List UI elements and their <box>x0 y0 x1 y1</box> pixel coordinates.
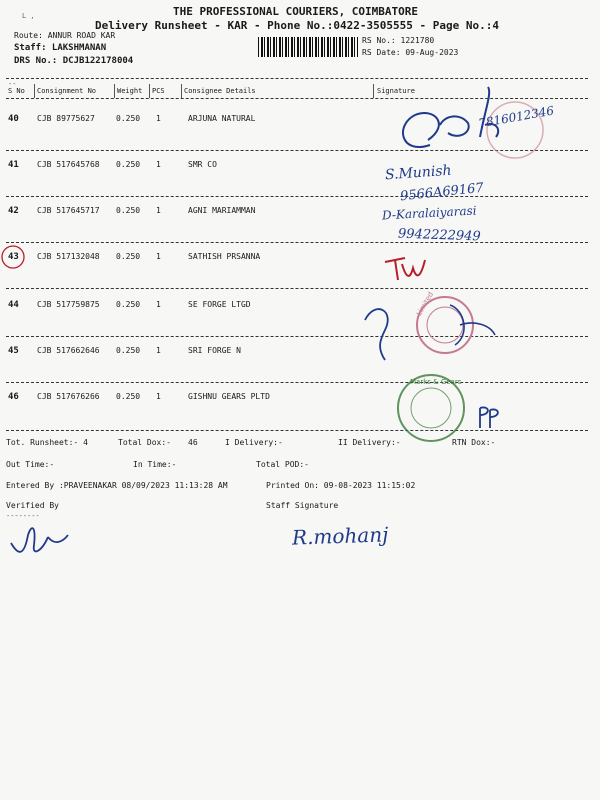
row-sno: 43 <box>8 252 19 262</box>
rs-number: RS No.: 1221780 <box>362 36 435 45</box>
tot-runsheet: Tot. Runsheet:- 4 <box>6 438 88 447</box>
verified-by: Verified By <box>6 501 59 510</box>
col-divider <box>373 84 374 98</box>
row-pcs: 1 <box>156 160 161 169</box>
divider <box>6 78 588 79</box>
signature-row-43 <box>380 250 440 285</box>
divider <box>6 242 588 243</box>
row-consignment: CJB 517645717 <box>37 206 100 215</box>
row-consignment: CJB 517132048 <box>37 252 100 261</box>
row-pcs: 1 <box>156 392 161 401</box>
entered-by: Entered By :PRAVEENAKAR 08/09/2023 11:13:28 AM <box>6 481 228 490</box>
col-divider <box>34 84 35 98</box>
row-consignee: ARJUNA NATURAL <box>188 114 256 123</box>
row42-phone: 9942222949 <box>397 226 481 245</box>
col-sno: S No <box>8 87 25 95</box>
verified-underline: -------- <box>6 512 40 520</box>
divider <box>6 288 588 289</box>
col-consignee: Consignee Details <box>184 87 256 95</box>
drs-number: DRS No.: DCJB122178004 <box>14 56 134 66</box>
row-consignee: SE FORGE LTGD <box>188 300 251 309</box>
row-pcs: 1 <box>156 300 161 309</box>
row41-phone: 9566A69167 <box>399 180 485 205</box>
row-consignee: GISHNU GEARS PLTD <box>188 392 270 401</box>
rs-date: RS Date: 09-Aug-2023 <box>362 48 459 57</box>
col-divider <box>114 84 115 98</box>
row-weight: 0.250 <box>116 392 141 401</box>
row-consignment: CJB 517662646 <box>37 346 100 355</box>
i-delivery: I Delivery:- <box>225 438 283 447</box>
row-weight: 0.250 <box>116 160 141 169</box>
row-pcs: 1 <box>156 114 161 123</box>
barcode <box>258 37 358 57</box>
total-dox-value: 46 <box>188 438 198 447</box>
row-consignment: CJB 517676266 <box>37 392 100 401</box>
stamp-inner-circle <box>411 388 451 428</box>
staff-signature-label: Staff Signature <box>266 501 339 510</box>
row-consignee: SRI FORGE N <box>188 346 241 355</box>
col-divider <box>149 84 150 98</box>
row-sno: 46 <box>8 392 19 402</box>
out-time: Out Time:- <box>6 460 55 469</box>
in-time: In Time:- <box>133 460 177 469</box>
row-sno: 41 <box>8 160 19 170</box>
total-pod: Total POD:- <box>256 460 309 469</box>
row-weight: 0.250 <box>116 252 141 261</box>
row-consignment: CJB 89775627 <box>37 114 95 123</box>
col-consignment: Consignment No <box>37 87 97 95</box>
row-consignment: CJB 517645768 <box>37 160 100 169</box>
route: Route: ANNUR ROAD KAR <box>14 31 116 40</box>
row-consignee: SMR CO <box>188 160 217 169</box>
rtn-dox: RTN Dox:- <box>452 438 496 447</box>
col-pcs: PCS <box>152 87 165 95</box>
col-signature: Signature <box>377 87 415 95</box>
printed-on: Printed On: 09-08-2023 11:15:02 <box>266 481 416 490</box>
staff-signature: R.mohanj <box>291 522 389 550</box>
row-weight: 0.250 <box>116 300 141 309</box>
row-consignee: SATHISH PRSANNA <box>188 252 261 261</box>
row-sno: 42 <box>8 206 19 216</box>
company-name: THE PROFESSIONAL COURIERS, COIMBATORE <box>173 5 419 18</box>
divider <box>6 196 588 197</box>
row-sno: 45 <box>8 346 19 356</box>
row-43-circle-mark <box>0 244 30 270</box>
row-pcs: 1 <box>156 206 161 215</box>
row-sno: 40 <box>8 114 19 124</box>
row40-phone: 7816012346 <box>477 103 555 131</box>
staff: Staff: LAKSHMANAN <box>14 43 107 53</box>
row-consignee: AGNI MARIAMMAN <box>188 206 256 215</box>
col-divider <box>181 84 182 98</box>
row-weight: 0.250 <box>116 346 141 355</box>
stamp-44-text: Limited <box>415 290 436 318</box>
verified-signature <box>6 515 76 560</box>
row-pcs: 1 <box>156 252 161 261</box>
runsheet-line: Delivery Runsheet - KAR - Phone No.:0422-3505555 - Page No.:4 <box>95 19 499 32</box>
row-consignment: CJB 517759875 <box>37 300 100 309</box>
row-weight: 0.250 <box>116 206 141 215</box>
row-sno: 44 <box>8 300 19 310</box>
col-weight: Weight <box>117 87 143 95</box>
ii-delivery: II Delivery:- <box>338 438 401 447</box>
row42-name: D-Karalaiyarasi <box>381 203 477 223</box>
row-weight: 0.250 <box>116 114 141 123</box>
stamp-46-text: Marks & Gears <box>410 378 462 386</box>
total-dox-label: Total Dox:- <box>118 438 171 447</box>
row-pcs: 1 <box>156 346 161 355</box>
header-dash: -- <box>8 80 17 88</box>
row41-name: S.Munish <box>384 162 453 184</box>
stamp-inner-circle <box>427 307 463 343</box>
top-mark: L , <box>22 12 35 20</box>
